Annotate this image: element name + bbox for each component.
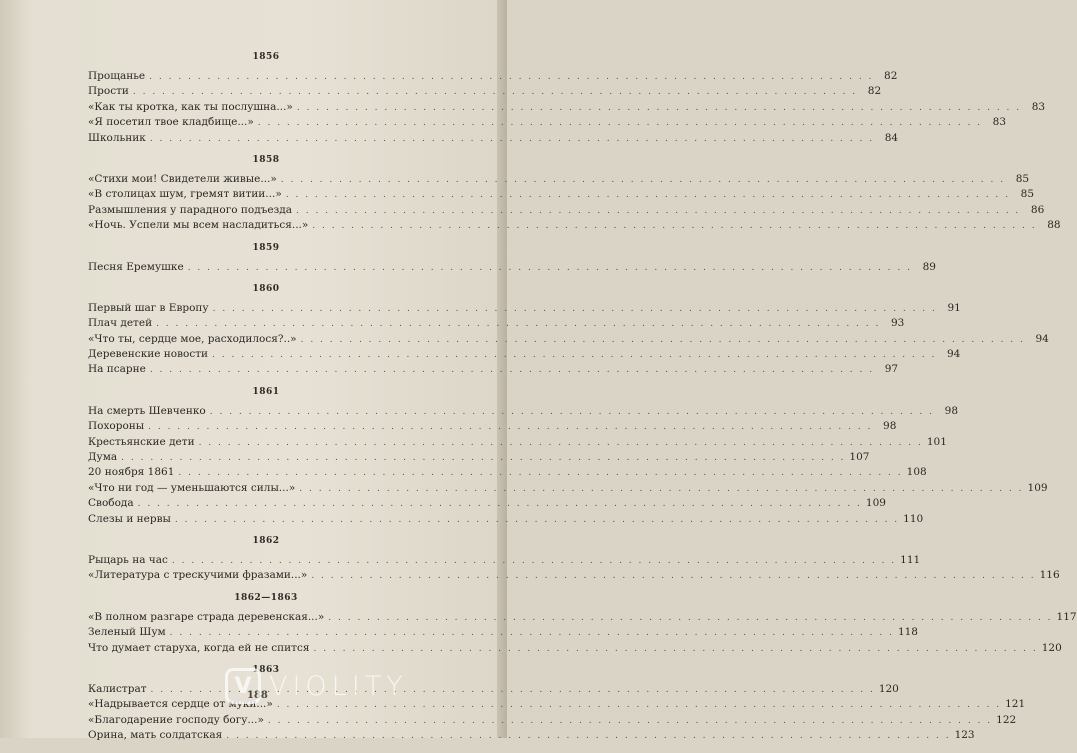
dot-leader xyxy=(172,554,896,569)
entry-title: «Как ты кротка, как ты послушна...» xyxy=(88,100,293,113)
dot-leader xyxy=(149,70,873,85)
entry-page-number: 94 xyxy=(1035,332,1049,345)
entry-title: Плач детей xyxy=(88,317,153,330)
dot-leader xyxy=(175,513,899,528)
entry-title: Размышления у парадного подъезда xyxy=(88,203,293,216)
dot-leader xyxy=(213,302,937,317)
entry-page-number: 89 xyxy=(922,260,936,273)
dot-leader xyxy=(188,261,912,276)
dot-leader xyxy=(178,466,902,481)
section-year-heading: 1863 xyxy=(252,664,280,675)
toc-entry xyxy=(88,84,882,99)
toc-entry xyxy=(88,641,1062,656)
dot-leader xyxy=(328,611,1052,626)
entry-title: Прости xyxy=(88,85,129,98)
entry-title: Рыцарь на час xyxy=(88,553,168,566)
toc-section xyxy=(88,242,936,275)
entry-page-number: 101 xyxy=(926,435,947,448)
section-year-heading: 1856 xyxy=(252,52,280,62)
entry-page-number: 85 xyxy=(1020,188,1035,201)
entry-page-number: 109 xyxy=(865,497,886,510)
entry-page-number: 107 xyxy=(849,451,870,464)
entry-title: Прощанье xyxy=(88,70,146,82)
entry-page-number: 85 xyxy=(1015,172,1030,185)
entry-title: Дума xyxy=(88,451,118,464)
dot-leader xyxy=(133,85,857,100)
entry-page-number: 94 xyxy=(946,348,961,361)
toc-section xyxy=(88,154,1061,234)
entry-page-number: 83 xyxy=(1031,100,1046,113)
dot-leader xyxy=(312,219,1036,234)
dot-leader xyxy=(286,188,1010,203)
dot-leader xyxy=(121,451,845,466)
entry-title: Слезы и нервы xyxy=(88,512,171,525)
dot-leader xyxy=(150,363,874,378)
entry-title: «В столицах шум, гремят витии...» xyxy=(88,188,282,201)
entry-title: На псарне xyxy=(88,363,146,376)
entry-page-number: 122 xyxy=(996,713,1017,726)
entry-page-number: 110 xyxy=(903,512,924,525)
toc-entry xyxy=(88,203,1045,218)
entry-title: «Что ты, сердце мое, расходилося?..» xyxy=(88,332,297,345)
dot-leader xyxy=(296,204,1020,219)
toc-section xyxy=(88,535,1060,584)
toc-entry xyxy=(88,713,1017,728)
entry-title: «Благодарение господу богу...» xyxy=(88,713,264,726)
dot-leader xyxy=(170,626,894,641)
toc-entry xyxy=(88,568,1060,583)
toc-entry xyxy=(88,465,927,480)
section-year-heading: 1860 xyxy=(252,283,280,294)
dot-leader xyxy=(148,420,872,435)
section-year-heading: 1862 xyxy=(252,535,280,546)
dot-leader xyxy=(199,436,923,451)
dot-leader xyxy=(226,729,950,744)
entry-title: Школьник xyxy=(88,131,146,144)
entry-title: Калистрат xyxy=(88,682,147,695)
entry-page-number: 109 xyxy=(1027,481,1048,494)
entry-title: Похороны xyxy=(88,420,145,433)
entry-page-number: 120 xyxy=(1041,641,1062,654)
table-of-contents xyxy=(88,52,1077,753)
toc-entry xyxy=(88,512,924,527)
toc-entry xyxy=(88,301,961,316)
entry-page-number: 86 xyxy=(1030,203,1045,216)
dot-leader xyxy=(268,714,992,729)
toc-entry xyxy=(88,728,975,743)
toc-entry xyxy=(88,450,870,465)
entry-title: Орина, мать солдатская xyxy=(88,729,223,742)
toc-entry xyxy=(88,404,959,419)
dot-leader xyxy=(212,348,936,363)
entry-title: «Литература с трескучими фразами...» xyxy=(88,569,308,582)
toc-entry xyxy=(88,187,1035,202)
toc-section xyxy=(88,52,1046,146)
watermark xyxy=(225,668,408,704)
page-number: 188 xyxy=(247,690,268,701)
toc-entry xyxy=(88,610,1077,625)
section-year-heading: 1858 xyxy=(252,154,280,165)
dot-leader xyxy=(313,642,1037,657)
dot-leader xyxy=(138,497,862,512)
toc-entry xyxy=(88,115,1007,130)
entry-page-number: 120 xyxy=(878,682,899,695)
toc-entry xyxy=(88,131,899,146)
entry-page-number: 88 xyxy=(1047,219,1061,232)
toc-entry xyxy=(88,316,905,331)
dot-leader xyxy=(150,132,874,147)
entry-title: Песня Еремушке xyxy=(88,260,184,273)
toc-entry xyxy=(88,172,1030,187)
entry-title: Зеленый Шум xyxy=(88,626,166,639)
dot-leader xyxy=(258,116,982,131)
entry-title: Крестьянские дети xyxy=(88,435,195,448)
section-year-heading: 1862—1863 xyxy=(234,592,298,603)
toc-entry xyxy=(88,218,1061,233)
entry-page-number: 118 xyxy=(897,626,918,639)
entry-title: На смерть Шевченко xyxy=(88,404,206,417)
entry-page-number: 84 xyxy=(884,131,899,144)
entry-page-number: 121 xyxy=(1005,698,1026,711)
entry-page-number: 123 xyxy=(954,729,975,742)
entry-title: Первый шаг в Европу xyxy=(88,301,209,314)
dot-leader xyxy=(311,569,1035,584)
entry-title: «Я посетил твое кладбище...» xyxy=(88,116,254,129)
entry-page-number: 98 xyxy=(944,404,959,417)
entry-title: Деревенские новости xyxy=(88,348,209,361)
toc-entry xyxy=(88,481,1048,496)
entry-title: «Стихи мои! Свидетели живые...» xyxy=(88,172,277,185)
entry-page-number: 93 xyxy=(890,317,905,330)
entry-page-number: 91 xyxy=(947,301,961,314)
toc-entry xyxy=(88,260,936,275)
entry-title: 20 ноября 1861 xyxy=(88,466,175,479)
dot-leader xyxy=(301,333,1025,348)
entry-page-number: 108 xyxy=(906,466,927,479)
toc-entry xyxy=(88,69,898,84)
section-year-heading: 1859 xyxy=(252,242,280,253)
dot-leader xyxy=(297,101,1021,116)
entry-page-number: 97 xyxy=(884,363,899,376)
entry-page-number: 82 xyxy=(867,85,882,98)
dot-leader xyxy=(210,405,934,420)
toc-section xyxy=(88,592,1077,656)
toc-section xyxy=(88,386,1048,527)
entry-title: Что думает старуха, когда ей не спится xyxy=(88,641,310,654)
toc-section xyxy=(88,283,1049,378)
violity-logo-icon: V xyxy=(225,668,261,704)
watermark-text: VIOLITY xyxy=(269,670,408,702)
entry-title: «Ночь. Успели мы всем насладиться...» xyxy=(88,219,309,232)
toc-entry xyxy=(88,347,961,362)
entry-page-number: 111 xyxy=(900,553,921,566)
toc-entry xyxy=(88,625,918,640)
toc-entry xyxy=(88,553,921,568)
toc-entry xyxy=(88,496,886,511)
entry-title: Свобода xyxy=(88,497,134,510)
dot-leader xyxy=(281,173,1005,188)
dot-leader xyxy=(156,317,880,332)
entry-page-number: 82 xyxy=(884,70,898,82)
entry-title: «В полном разгаре страда деревенская...» xyxy=(88,610,325,623)
dot-leader xyxy=(299,482,1023,497)
entry-page-number: 116 xyxy=(1039,569,1060,582)
toc-entry xyxy=(88,435,947,450)
toc-entry xyxy=(88,100,1046,115)
entry-page-number: 98 xyxy=(883,420,897,433)
entry-title: «Что ни год — уменьшаются силы...» xyxy=(88,481,296,494)
toc-entry xyxy=(88,362,899,377)
toc-entry xyxy=(88,332,1049,347)
entry-page-number: 117 xyxy=(1056,610,1077,623)
entry-title: «Надрывается сердце от муки...» xyxy=(88,698,273,711)
section-year-heading: 1861 xyxy=(252,386,280,397)
entry-page-number: 83 xyxy=(992,116,1007,129)
toc-entry xyxy=(88,419,897,434)
